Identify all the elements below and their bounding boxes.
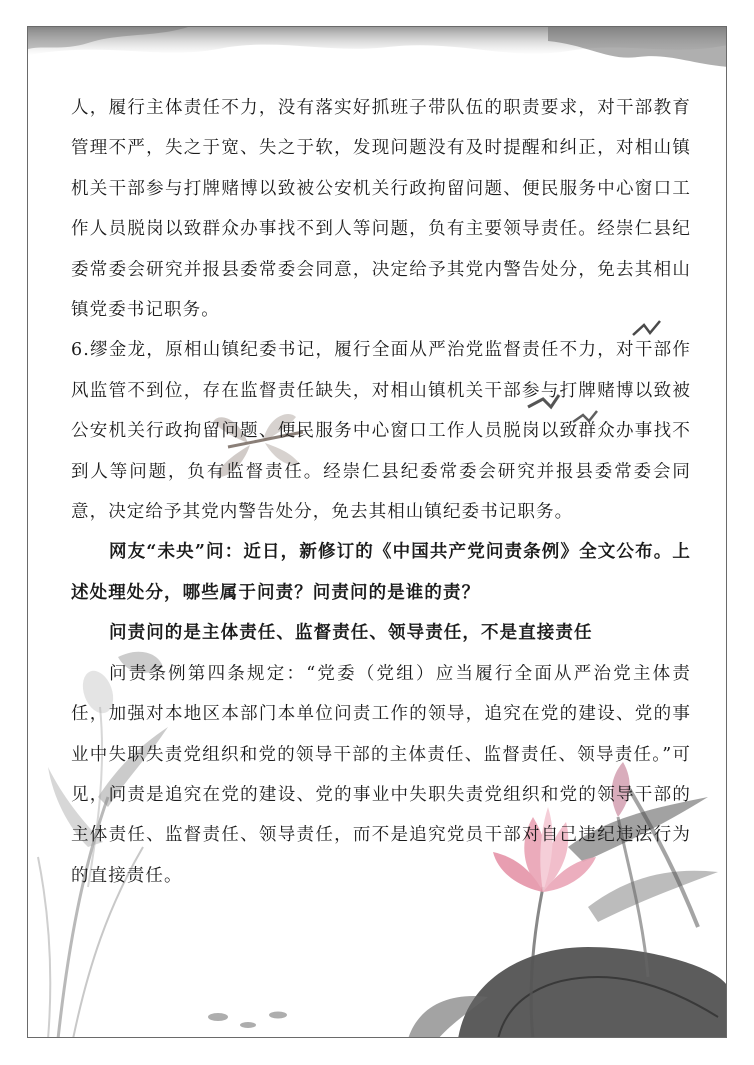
question-paragraph: 网友“未央”问：近日，新修订的《中国共产党问责条例》全文公布。上述处理处分，哪些属于问责？问责问的是谁的责？ [71,542,691,603]
document-body [71,88,691,896]
section-heading: 问责问的是主体责任、监督责任、领导责任，不是直接责任 [109,623,593,644]
ink-wash-top-decoration [28,27,727,97]
paragraph-1: 人，履行主体责任不力，没有落实好抓班子带队伍的职责要求，对干部教育管理不严，失之于宽、失之于软，发现问题没有及时提醒和纠正，对相山镇机关干部参与打牌赌博以致被公安机关行政拘留问题、便民服务中心窗口工作人员脱岗以致群众办事找不到人等问题，负有主要领导责任。经崇仁县纪委常委会研究并报县委常委会同意，决定给予其党内警告处分，免去其相山镇党委书记职务。 [71,98,691,321]
document-page [27,26,727,1038]
paragraph-3: 问责条例第四条规定：“党委（党组）应当履行全面从严治党主体责任，加强对本地区本部门本单位问责工作的领导，追究在党的建设、党的事业中失职失责党组织和党的领导干部的主体责任、监督责任、领导责任。”可见，问责是追究在党的建设、党的事业中失职失责党组织和党的领导干部的主体责任、监督责任、领导责任，而不是追究党员干部对自己违纪违法行为的直接责任。 [71,663,691,886]
paragraph-2: 6.缪金龙，原相山镇纪委书记，履行全面从严治党监督责任不力，对干部作风监管不到位，存在监督责任缺失，对相山镇机关干部参与打牌赌博以致被公安机关行政拘留问题、便民服务中心窗口工作人员脱岗以致群众办事找不到人等问题，负有监督责任。经崇仁县纪委常委会研究并报县委常委会同意，决定给予其党内警告处分，免去其相山镇纪委书记职务。 [71,340,691,523]
